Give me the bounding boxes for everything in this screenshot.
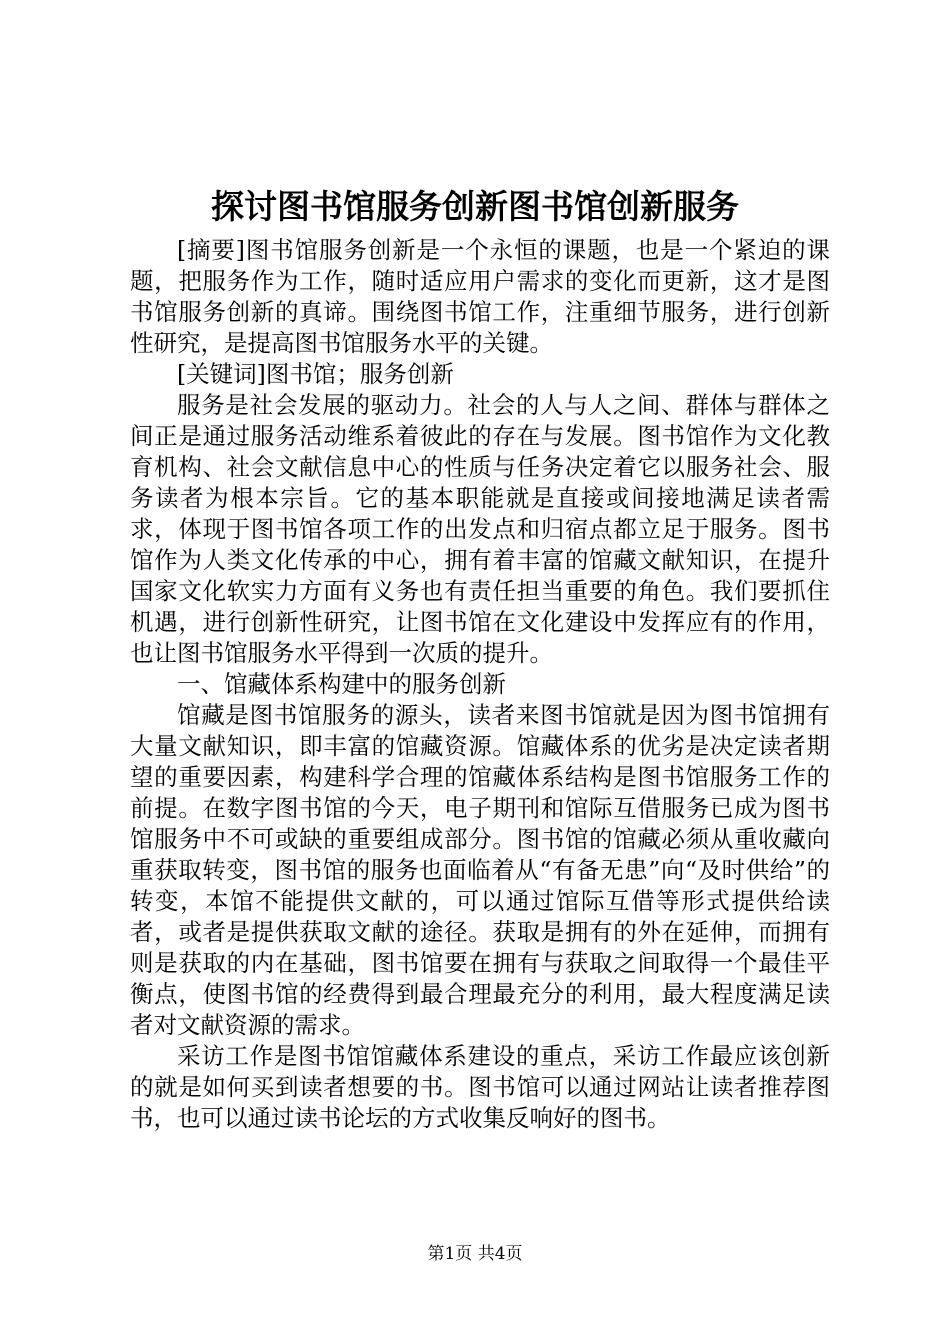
abstract-paragraph: [摘要]图书馆服务创新是一个永恒的课题，也是一个紧迫的课题，把服务作为工作，随时适应用户需求的变化而更新，这才是图书馆服务创新的真谛。围绕图书馆工作，注重细节服务，进行创新性研究，是提高图书馆服务水平的关键。	[130, 236, 830, 357]
collection-paragraph: 馆藏是图书馆服务的源头，读者来图书馆就是因为图书馆拥有大量文献知识，即丰富的馆藏资源。馆藏体系的优劣是决定读者期望的重要因素，构建科学合理的馆藏体系结构是图书馆服务工作的前提。在数字图书馆的今天，电子期刊和馆际互借服务已成为图书馆服务中不可或缺的重要组成部分。图书馆的馆藏必须从重收藏向重获取转变，图书馆的服务也面临着从“有备无患”向“及时供给”的转变，本馆不能提供文献的，可以通过馆际互借等形式提供给读者，或者是提供获取文献的途径。获取是拥有的外在延伸，而拥有则是获取的内在基础，图书馆要在拥有与获取之间取得一个最佳平衡点，使图书馆的经费得到最合理最充分的利用，最大程度满足读者对文献资源的需求。	[130, 701, 830, 1039]
intro-paragraph: 服务是社会发展的驱动力。社会的人与人之间、群体与群体之间正是通过服务活动维系着彼此的存在与发展。图书馆作为文化教育机构、社会文献信息中心的性质与任务决定着它以服务社会、服务读者为根本宗旨。它的基本职能就是直接或间接地满足读者需求，体现于图书馆各项工作的出发点和归宿点都立足于服务。图书馆作为人类文化传承的中心，拥有着丰富的馆藏文献知识，在提升国家文化软实力方面有义务也有责任担当重要的角色。我们要抓住机遇，进行创新性研究，让图书馆在文化建设中发挥应有的作用，也让图书馆服务水平得到一次质的提升。	[130, 391, 830, 667]
section-heading-1: 一、馆藏体系构建中的服务创新	[177, 670, 506, 698]
page-footer: 第1页 共4页	[427, 1244, 523, 1264]
acquisition-paragraph: 采访工作是图书馆馆藏体系建设的重点，采访工作最应该创新的就是如何买到读者想要的书。图书馆可以通过网站让读者推荐图书，也可以通过读书论坛的方式收集反响好的图书。	[130, 1042, 830, 1132]
document-body	[130, 235, 830, 1134]
document-title: 探讨图书馆服务创新图书馆创新服务	[211, 187, 739, 226]
keywords-paragraph: [关键词]图书馆；服务创新	[177, 360, 454, 388]
